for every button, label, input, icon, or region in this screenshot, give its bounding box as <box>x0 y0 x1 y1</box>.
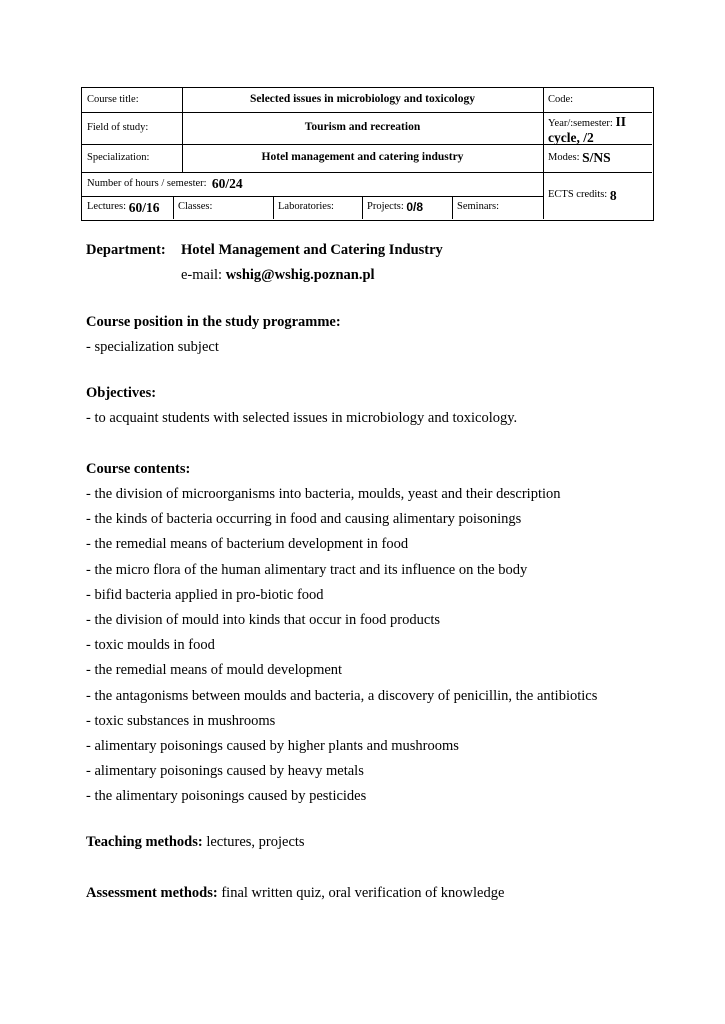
list-item: - bifid bacteria applied in pro-biotic food <box>86 586 324 603</box>
list-item: - alimentary poisonings caused by heavy metals <box>86 763 364 780</box>
laboratories-label: Laboratories: <box>278 201 334 213</box>
ects-value: 8 <box>609 187 617 203</box>
modes-cell <box>543 144 653 172</box>
list-item: - the antagonisms between moulds and bacteria, a discovery of penicillin, the antibiotics <box>86 687 598 704</box>
course-contents-heading: Course contents: <box>86 461 191 477</box>
course-position-heading: Course position in the study programme: <box>86 314 341 330</box>
year-semester-value: II <box>615 114 626 129</box>
projects-label: Projects: <box>367 201 404 213</box>
department-value: Hotel Management and Catering Industry <box>181 242 443 258</box>
lectures-value: 60/16 <box>128 199 160 215</box>
course-contents-list <box>86 486 597 813</box>
list-item: - alimentary poisonings caused by higher plants and mushrooms <box>86 737 459 754</box>
list-item: - the division of mould into kinds that occur in food products <box>86 611 440 628</box>
email-label: e-mail: <box>181 267 223 283</box>
classes-label: Classes: <box>178 201 213 213</box>
hours-label: Number of hours / semester: <box>87 177 207 189</box>
list-item: - the micro flora of the human alimentary tract and its influence on the body <box>86 561 528 578</box>
assessment-methods-label: Assessment methods: <box>86 885 218 901</box>
objectives-heading: Objectives: <box>86 385 157 401</box>
department-label: Department: <box>86 242 166 258</box>
course-position-text: - specialization subject <box>86 339 219 355</box>
specialization-label: Specialization: <box>87 151 150 163</box>
field-of-study-value: Tourism and recreation <box>304 121 421 134</box>
list-item: - the division of microorganisms into bacteria, moulds, yeast and their description <box>86 486 561 502</box>
teaching-methods-value: lectures, projects <box>206 834 305 850</box>
year-semester-label: Year/:semester: <box>548 118 613 129</box>
code-label: Code: <box>548 93 574 105</box>
course-info-table <box>81 87 654 221</box>
email-line <box>181 267 375 284</box>
assessment-methods-line <box>86 885 504 902</box>
ects-label: ECTS credits: <box>548 189 608 201</box>
specialization-value: Hotel management and catering industry <box>261 151 464 164</box>
course-title-label: Course title: <box>87 93 139 105</box>
teaching-methods-label: Teaching methods: <box>86 834 203 850</box>
list-item: - the kinds of bacteria occurring in food and causing alimentary poisonings <box>86 511 522 528</box>
projects-value: 0/8 <box>406 199 424 214</box>
assessment-methods-value: final written quiz, oral verification of knowledge <box>221 885 505 901</box>
hours-cell <box>82 172 543 196</box>
list-item: - the remedial means of mould development <box>86 662 343 679</box>
email-value: wshig@wshig.poznan.pl <box>225 267 375 283</box>
department-line <box>86 242 443 259</box>
year-semester-cell <box>543 112 653 144</box>
year-semester-value-cont: cycle, /2 <box>548 130 594 146</box>
seminars-label: Seminars: <box>457 201 499 213</box>
list-item: - toxic moulds in food <box>86 637 215 654</box>
lectures-label: Lectures: <box>87 201 127 213</box>
field-of-study-label: Field of study: <box>87 121 149 133</box>
objectives-text: - to acquaint students with selected issues in microbiology and toxicology. <box>86 410 518 426</box>
modes-value: S/NS <box>582 150 611 166</box>
list-item: - the alimentary poisonings caused by pesticides <box>86 788 367 805</box>
teaching-methods-line <box>86 834 305 851</box>
lectures-cell <box>82 196 173 219</box>
ects-cell <box>543 172 653 219</box>
list-item: - the remedial means of bacterium development in food <box>86 536 409 553</box>
list-item: - toxic substances in mushrooms <box>86 712 276 729</box>
modes-label: Modes: <box>548 151 580 163</box>
course-title-value: Selected issues in microbiology and toxicology <box>250 93 475 106</box>
projects-cell <box>362 196 452 219</box>
hours-value: 60/24 <box>211 176 243 192</box>
